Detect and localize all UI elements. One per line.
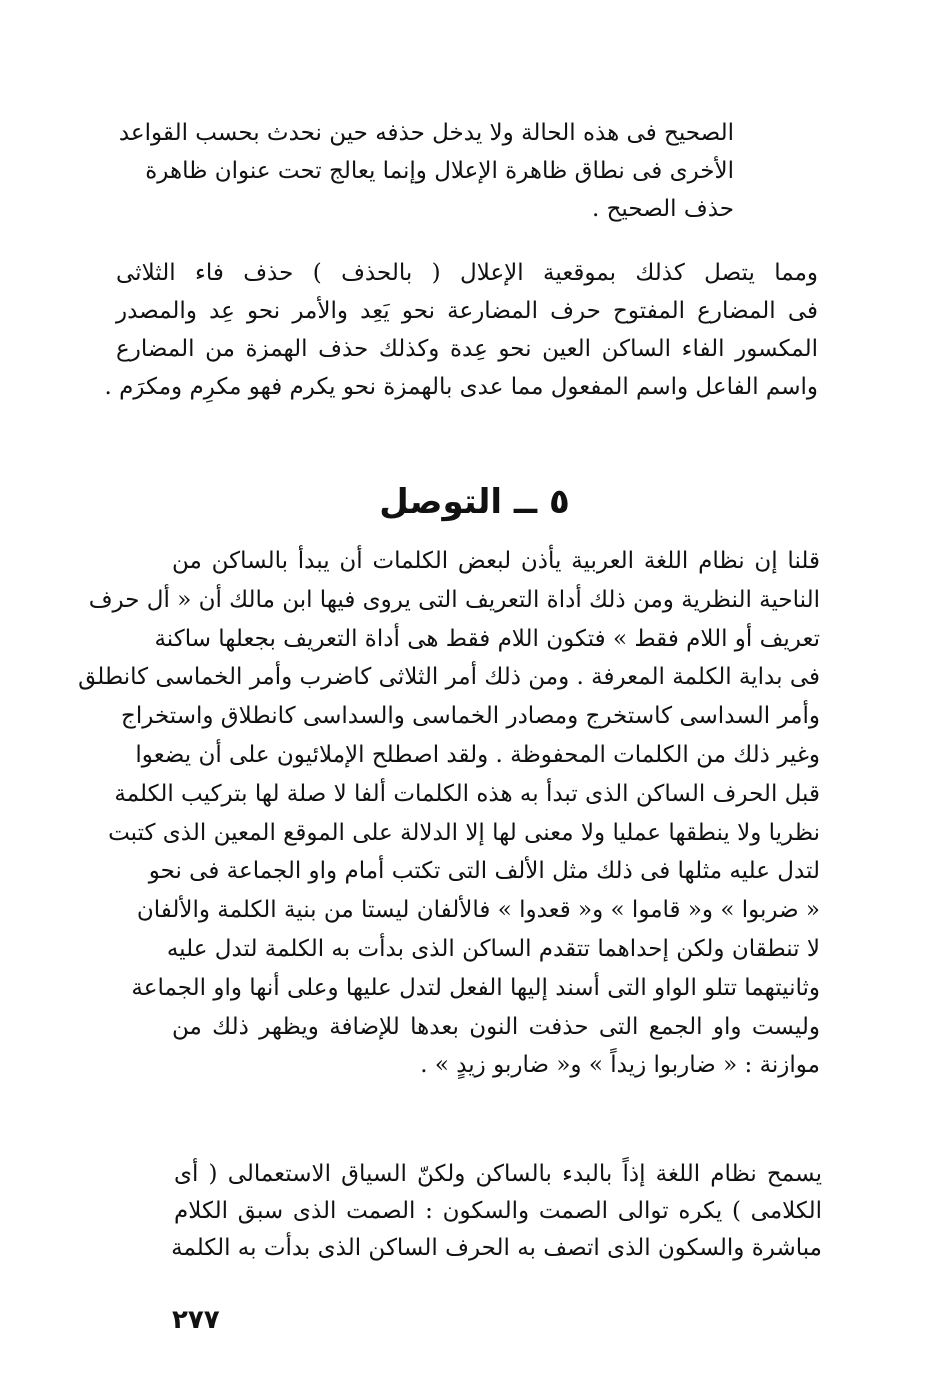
text-line: « ضربوا » و« قاموا » و« قعدوا » فالألفان ليستا من بنية الكلمة والألفان bbox=[136, 897, 820, 924]
text-line: وأمر السداسى كاستخرج ومصادر الخماسى والسداسى كانطلاق واستخراج bbox=[121, 703, 820, 730]
text-line: المكسور الفاء الساكن العين نحو عِدة وكذلك حذف الهمزة من المضارع bbox=[116, 336, 818, 362]
text-line: وثانيتهما تتلو الواو التى أسند إليها الفعل لتدل عليها وعلى أنها واو الجماعة bbox=[131, 974, 820, 1001]
text-line: قبل الحرف الساكن الذى تبدأ به هذه الكلمات ألفا لا صلة لها بتركيب الكلمة bbox=[114, 780, 820, 807]
text-line: تعريف أو اللام فقط » فتكون اللام فقط هى أداة التعريف بجعلها ساكنة bbox=[154, 625, 820, 652]
section-heading: ٥ ــ التوصل bbox=[379, 482, 570, 522]
text-line: حذف الصحيح . bbox=[591, 196, 734, 222]
paragraph-4 bbox=[171, 1156, 822, 1267]
text-line: موازنة : « ضاربوا زيداً » و« ضاربو زيدٍ » . bbox=[420, 1052, 820, 1079]
text-line: وغير ذلك من الكلمات المحفوظة . ولقد اصطلح الإملائيون على أن يضعوا bbox=[135, 741, 820, 768]
text-line: مباشرة والسكون الذى اتصف به الحرف الساكن الذى بدأت به الكلمة bbox=[171, 1235, 822, 1261]
text-line: نظريا ولا ينطقها عمليا ولا معنى لها إلا الدلالة على الموقع المعين الذى كتبت bbox=[108, 819, 820, 846]
page-number: ٢٧٧ bbox=[172, 1305, 220, 1335]
text-line: واسم الفاعل واسم المفعول مما عدى بالهمزة نحو يكرم فهو مكرِم ومكرَم . bbox=[104, 374, 818, 400]
text-line: يسمح نظام اللغة إذاً بالبدء بالساكن ولكنّ السياق الاستعمالى ( أى bbox=[174, 1161, 822, 1187]
text-line: الأخرى فى نطاق ظاهرة الإعلال وإنما يعالج تحت عنوان ظاهرة bbox=[145, 158, 734, 184]
text-line: الناحية النظرية ومن ذلك أداة التعريف التى يروى فيها ابن مالك أن « أل حرف bbox=[88, 586, 820, 613]
text-line: الكلامى ) يكره توالى الصمت والسكون : الصمت الذى سبق الكلام bbox=[174, 1198, 822, 1224]
text-line: الصحيح فى هذه الحالة ولا يدخل حذفه حين نحدث بحسب القواعد bbox=[118, 120, 734, 146]
paragraph-3 bbox=[78, 542, 820, 1085]
text-line: قلنا إن نظام اللغة العربية يأذن لبعض الكلمات أن يبدأ بالساكن من bbox=[172, 548, 820, 574]
paragraph-1 bbox=[118, 114, 734, 228]
text-line: فى بداية الكلمة المعرفة . ومن ذلك أمر الثلاثى كاضرب وأمر الخماسى كانطلق bbox=[78, 664, 820, 691]
text-line: فى المضارع المفتوح حرف المضارعة نحو يَعِد والأمر نحو عِد والمصدر bbox=[116, 298, 818, 324]
text-line: ومما يتصل كذلك بموقعية الإعلال ( بالحذف ) حذف فاء الثلاثى bbox=[116, 260, 818, 286]
paragraph-2 bbox=[104, 254, 818, 406]
text-line: لا تنطقان ولكن إحداهما تتقدم الساكن الذى بدأت به الكلمة لتدل عليه bbox=[166, 935, 820, 962]
text-line: وليست واو الجمع التى حذفت النون بعدها للإضافة ويظهر ذلك من bbox=[172, 1013, 820, 1040]
text-line: لتدل عليه مثلها فى ذلك مثل الألف التى تكتب أمام واو الجماعة فى نحو bbox=[148, 858, 820, 885]
